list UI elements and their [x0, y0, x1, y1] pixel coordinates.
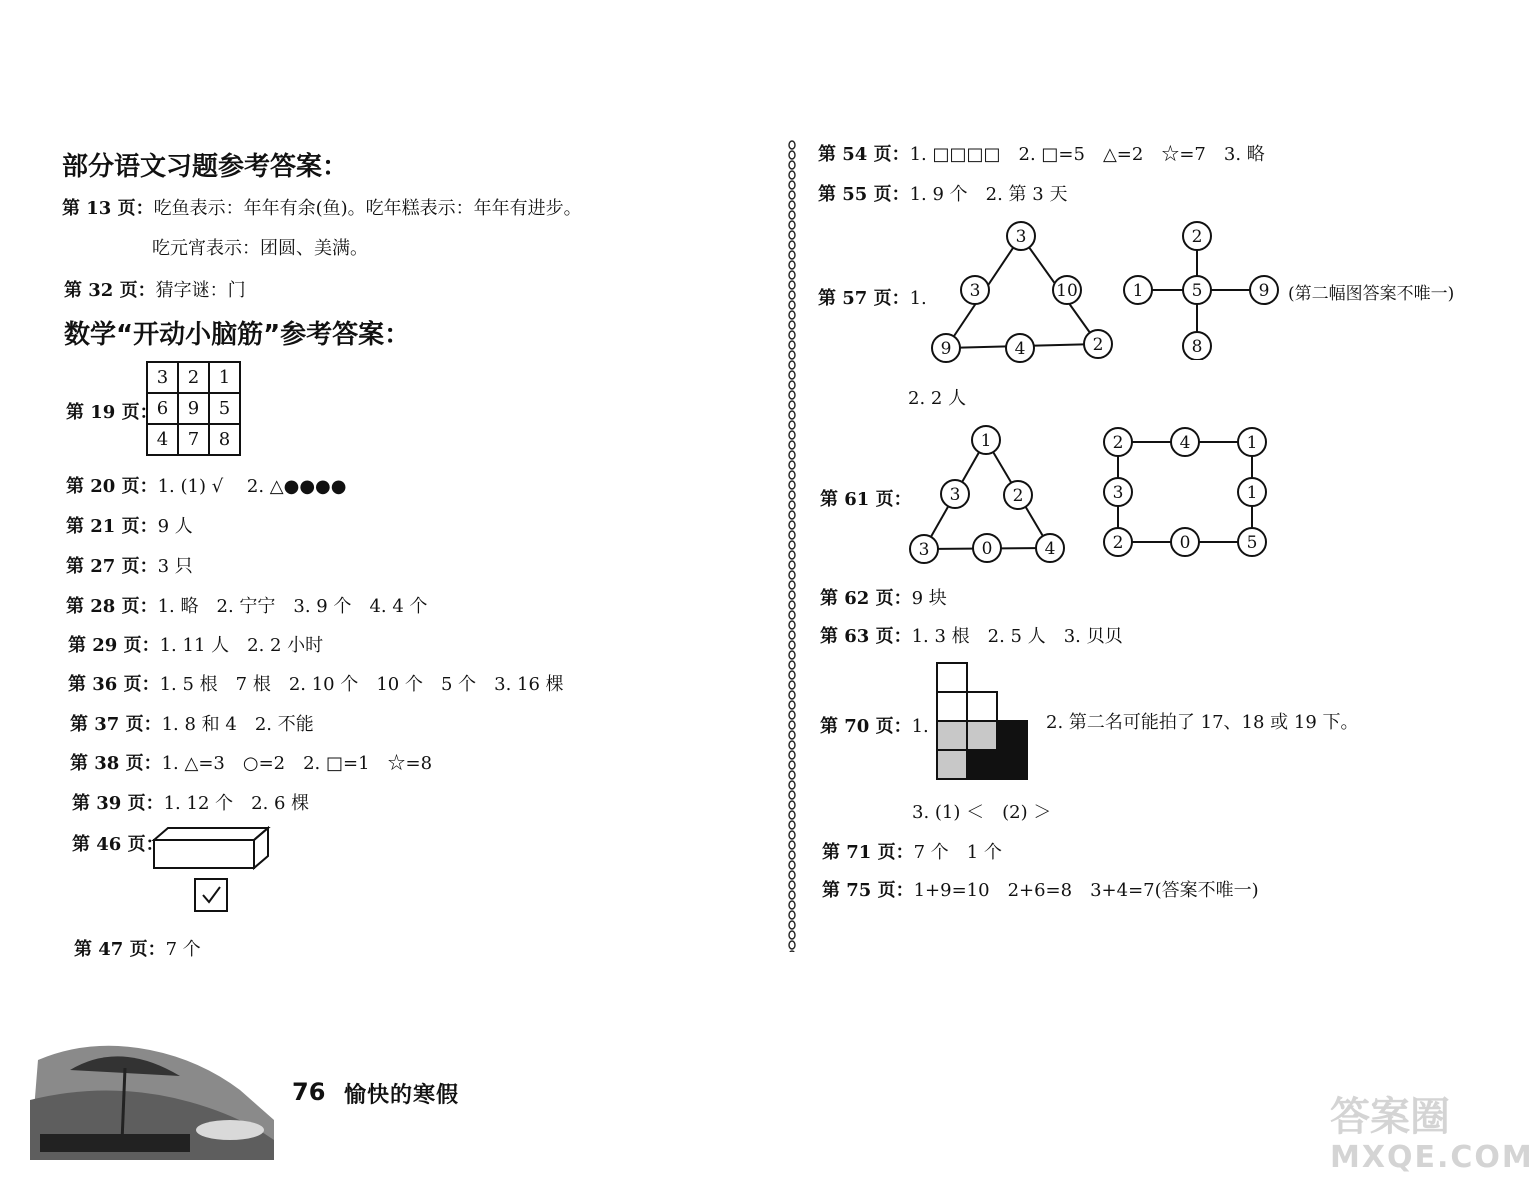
answer-text: 7 个 — [165, 939, 201, 960]
grid-cell: 2 — [178, 362, 209, 393]
answer-line-p55 — [818, 180, 1067, 206]
grid-cell: 3 — [147, 362, 178, 393]
page-label: 第 28 页： — [66, 596, 158, 617]
answer-text: 1. (1) √ 2. △●●●● — [157, 476, 347, 497]
answer-line-p71 — [822, 838, 1002, 864]
answer-line-p19 — [66, 398, 158, 424]
node-label: 2 — [1112, 533, 1124, 553]
page-label: 第 71 页： — [822, 842, 914, 863]
answer-text: 1. 3 根 2. 5 人 3. 贝贝 — [911, 626, 1123, 647]
page-label: 第 32 页： — [64, 280, 156, 301]
grid-cell: 7 — [178, 424, 209, 455]
page-label: 第 38 页： — [70, 753, 162, 774]
node-label: 10 — [1056, 281, 1078, 301]
node-label: 3 — [918, 540, 930, 560]
page-label: 第 37 页： — [70, 714, 162, 735]
node-label: 3 — [1112, 483, 1124, 503]
node-label: 4 — [1014, 339, 1026, 359]
answer-line-p21 — [66, 512, 193, 538]
answer-line-p38 — [70, 749, 432, 775]
answer-line-p62 — [820, 584, 947, 610]
grid-cell: 4 — [147, 424, 178, 455]
answer-line-p28 — [66, 592, 428, 618]
page-label: 第 19 页： — [66, 402, 158, 423]
answer-line-p63 — [820, 622, 1123, 648]
node-label: 0 — [1179, 533, 1191, 553]
grid-row — [147, 424, 240, 455]
answer-line-p29 — [68, 631, 323, 657]
watermark-logo: 答案圈 — [1330, 1094, 1450, 1140]
answer-text: 1. — [909, 288, 927, 309]
math-answers-heading: 数学“开动小脑筋”参考答案： — [64, 320, 411, 350]
page-divider — [786, 140, 798, 952]
page-label: 第 57 页： — [818, 288, 910, 309]
number-grid-p19 — [146, 361, 241, 456]
answer-line-p20 — [66, 472, 346, 498]
answer-text: 猜字谜：门 — [155, 280, 246, 301]
answer-text: 1. 12 个 2. 6 棵 — [163, 793, 310, 814]
cross-figure-p57 — [1118, 220, 1284, 360]
answer-line-p61 — [820, 485, 912, 511]
answer-text: 1. 8 和 4 2. 不能 — [161, 714, 314, 735]
node-label: 2 — [1012, 486, 1024, 506]
answer-line-p57-q2: 2. 2 人 — [908, 388, 967, 409]
answer-line-p32 — [64, 276, 246, 302]
page-label: 第 21 页： — [66, 516, 158, 537]
page-label: 第 62 页： — [820, 588, 912, 609]
rectangle-figure-p61 — [1100, 424, 1272, 560]
node-label: 8 — [1191, 337, 1203, 357]
book-title: 愉快的寒假 — [344, 1083, 460, 1108]
answer-text: 1. □□□□ 2. □=5 △=2 ☆=7 3. 略 — [909, 144, 1265, 165]
node-label: 3 — [969, 281, 981, 301]
grid-row — [147, 362, 240, 393]
node-label: 0 — [981, 539, 993, 559]
node-label: 5 — [1191, 281, 1203, 301]
page-label: 第 61 页： — [820, 489, 912, 510]
node-label: 4 — [1179, 433, 1191, 453]
grid-row — [147, 393, 240, 424]
answer-line-p37 — [70, 710, 314, 736]
page-label: 第 46 页： — [72, 834, 164, 855]
answer-text: 9 块 — [911, 588, 947, 609]
grid-cell: 8 — [209, 424, 240, 455]
grid-cell: 9 — [178, 393, 209, 424]
answer-text: 1. 11 人 2. 2 小时 — [159, 635, 324, 656]
cuboid-figure — [150, 826, 274, 872]
node-label: 2 — [1191, 227, 1203, 247]
answer-line-p39 — [72, 789, 309, 815]
answer-note: (第二幅图答案不唯一) — [1288, 284, 1455, 304]
answer-line-p54 — [818, 140, 1265, 166]
answer-line-p47 — [74, 935, 201, 961]
beach-scene-illustration — [30, 1030, 274, 1160]
page-label: 第 47 页： — [74, 939, 166, 960]
answer-text: 1. — [911, 716, 929, 737]
answer-line-p75 — [822, 876, 1259, 902]
node-label: 2 — [1092, 335, 1104, 355]
node-label: 1 — [980, 431, 992, 451]
answer-text: 1. 9 个 2. 第 3 天 — [909, 184, 1068, 205]
page-label: 第 29 页： — [68, 635, 160, 656]
answer-line-p70-q3: 3. (1) ＜ (2) ＞ — [912, 802, 1052, 823]
page-label: 第 13 页： — [62, 198, 154, 219]
check-icon — [196, 880, 226, 910]
answer-line-p57 — [818, 284, 927, 310]
grid-cell: 6 — [147, 393, 178, 424]
answer-text: 1. 5 根 7 根 2. 10 个 10 个 5 个 3. 16 棵 — [159, 674, 564, 695]
answer-text: 9 人 — [157, 516, 193, 537]
page-label: 第 75 页： — [822, 880, 914, 901]
answer-line-p13-cont: 吃元宵表示：团圆、美满。 — [152, 238, 368, 259]
grid-cell: 1 — [209, 362, 240, 393]
page-label: 第 55 页： — [818, 184, 910, 205]
answer-line-p70-q2: 2. 第二名可能拍了 17、18 或 19 下。 — [1046, 712, 1359, 733]
answer-text: 3 只 — [157, 556, 193, 577]
node-label: 3 — [1015, 227, 1027, 247]
page-number: 76 — [292, 1078, 326, 1106]
answer-line-p70 — [820, 712, 929, 738]
watermark-url: MXQE.COM — [1330, 1140, 1534, 1175]
triangle-figure-p57 — [928, 220, 1118, 368]
answer-text: 7 个 1 个 — [913, 842, 1002, 863]
grid-cell: 5 — [209, 393, 240, 424]
page-label: 第 39 页： — [72, 793, 164, 814]
node-label: 4 — [1044, 539, 1056, 559]
page-label: 第 36 页： — [68, 674, 160, 695]
page-label: 第 70 页： — [820, 716, 912, 737]
node-label: 3 — [949, 485, 961, 505]
node-label: 2 — [1112, 433, 1124, 453]
node-label: 1 — [1132, 281, 1144, 301]
answer-line-p27 — [66, 552, 193, 578]
chinese-answers-heading: 部分语文习题参考答案： — [62, 152, 349, 182]
answer-text: 1+9=10 2+6=8 3+4=7(答案不唯一) — [913, 880, 1259, 901]
node-label: 9 — [940, 339, 952, 359]
block-stack-figure — [936, 662, 1030, 782]
page-label: 第 63 页： — [820, 626, 912, 647]
node-label: 1 — [1246, 433, 1258, 453]
node-label: 5 — [1246, 533, 1258, 553]
answer-line-p36 — [68, 670, 564, 696]
node-label: 1 — [1246, 483, 1258, 503]
answer-text: 1. △=3 ○=2 2. □=1 ☆=8 — [161, 753, 433, 774]
node-label: 9 — [1258, 281, 1270, 301]
answer-line-p13 — [62, 194, 582, 220]
answer-text: 吃鱼表示：年年有余(鱼)。吃年糕表示：年年有进步。 — [153, 198, 582, 219]
answer-text: 1. 略 2. 宁宁 3. 9 个 4. 4 个 — [157, 596, 428, 617]
page-label: 第 20 页： — [66, 476, 158, 497]
page-label: 第 54 页： — [818, 144, 910, 165]
check-box — [194, 878, 228, 912]
page-label: 第 27 页： — [66, 556, 158, 577]
triangle-figure-p61 — [906, 424, 1072, 566]
